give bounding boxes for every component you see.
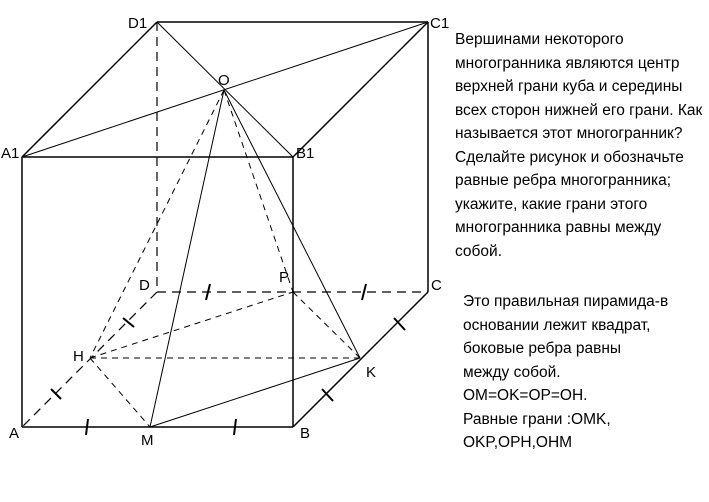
label-h: H — [73, 348, 84, 365]
label-d1: D1 — [128, 15, 148, 32]
diagonal-d1-b1 — [157, 22, 293, 157]
edge-o-m — [150, 90, 224, 427]
answer-line: между собой. — [463, 363, 561, 381]
edge-p-k — [293, 292, 360, 358]
edge-c1-b1 — [293, 22, 428, 157]
edge-h-p — [90, 292, 293, 358]
edge-a1-d1 — [22, 22, 157, 157]
tick-kb — [322, 389, 333, 401]
label-a1: A1 — [1, 145, 20, 162]
label-p: P — [279, 269, 290, 286]
label-m: M — [141, 432, 154, 449]
edge-o-p — [224, 90, 293, 292]
label-k: K — [366, 364, 377, 381]
answer-line: основании лежит квадрат, — [463, 316, 651, 334]
tick-ah — [51, 389, 61, 399]
hidden-edge-d-a — [22, 292, 157, 427]
answer-equal-edges: OM=OK=OP=OH. — [463, 387, 588, 404]
edge-h-m — [90, 358, 150, 427]
edge-o-k — [224, 90, 360, 358]
label-b: B — [300, 425, 311, 442]
task-statement: Вершинами некоторого многогранника являются центр верхней грани куба и середины всех сторон нижней его грани. Как называется этот многогранник? Сделайте рисунок и обозначьте равные ребра многогранника; укажите, какие грани этого многогранника равны между собой. — [455, 31, 703, 260]
answer-line: Равные грани :OMK, — [463, 410, 611, 428]
label-c: C — [431, 277, 442, 294]
label-d: D — [139, 277, 150, 294]
answer-line: боковые ребра равны — [463, 340, 622, 357]
label-b1: B1 — [296, 145, 315, 162]
answer-equal-faces: OKP,OPH,OHM — [463, 434, 573, 451]
answer-block — [463, 290, 703, 455]
label-o: O — [218, 72, 230, 89]
edge-c-b — [293, 292, 428, 427]
tick-hd — [123, 318, 134, 327]
tick-mb — [234, 419, 236, 435]
tick-am — [86, 419, 88, 435]
tick-pc — [362, 284, 366, 300]
answer-line: Это правильная пирамида-в — [463, 293, 669, 310]
label-c1: C1 — [430, 15, 450, 32]
label-a: A — [9, 425, 20, 442]
